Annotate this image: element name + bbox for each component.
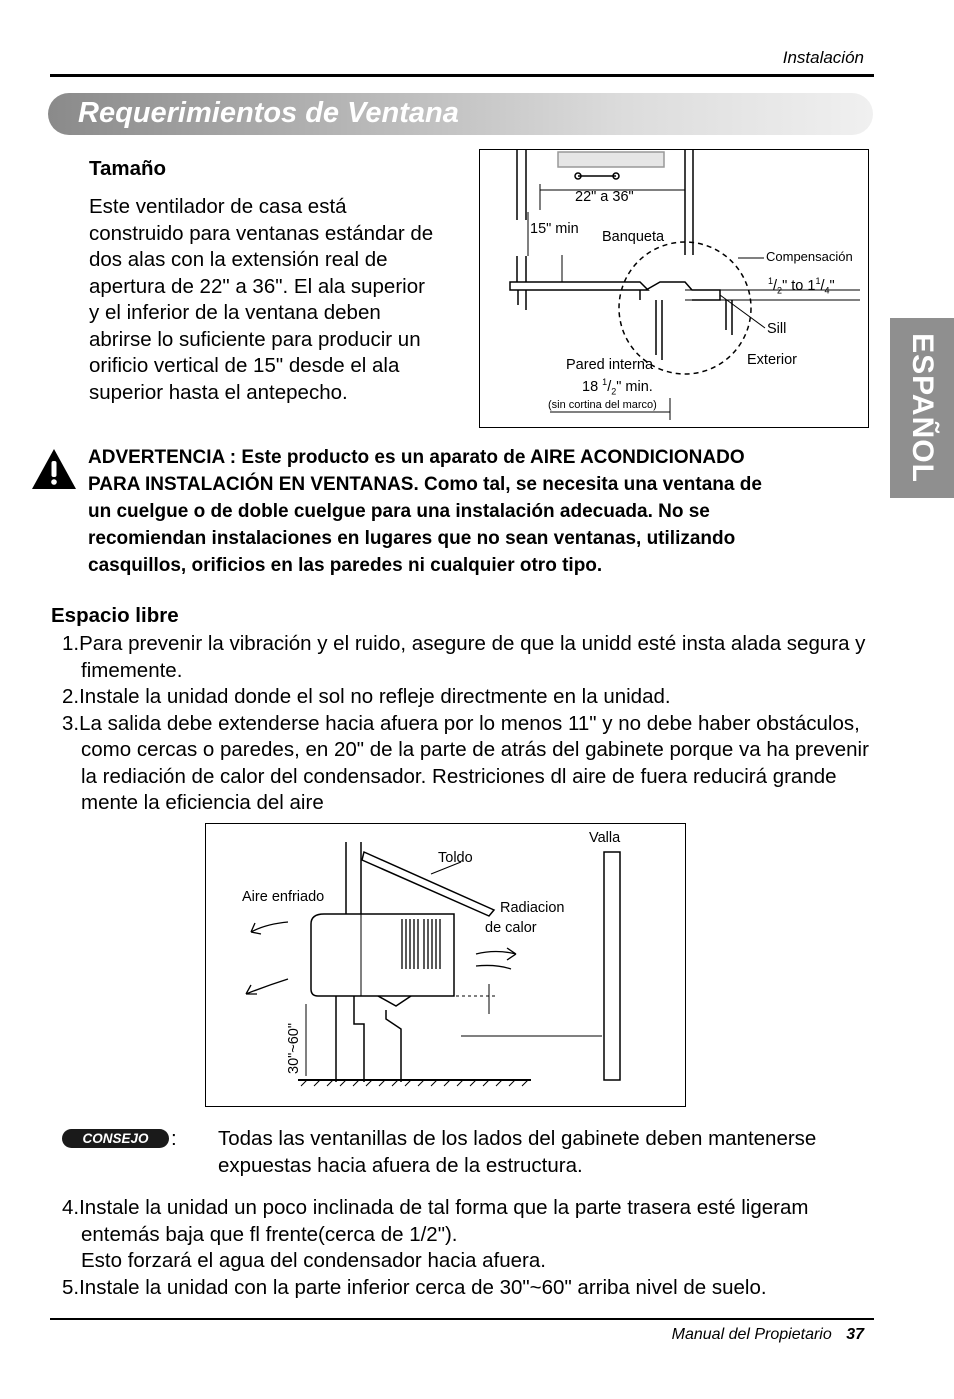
section-header: Instalación <box>782 48 864 67</box>
warning-line: PARA INSTALACIÓN EN VENTANAS. Como tal, se necesita una ventana de <box>88 474 762 495</box>
size-line: dos alas con la extensión real de <box>89 248 388 271</box>
size-line: apertura de 22" a 36". El ala superior <box>89 274 425 298</box>
list-item: 5.Instale la unidad con la parte inferior cerca de 30"~60" arriba nivel de suelo. <box>62 1275 767 1299</box>
toldo-label: Toldo <box>438 850 473 866</box>
warning-line: ADVERTENCIA : Este producto es un aparato de AIRE ACONDICIONADO <box>88 447 745 468</box>
section-banner <box>48 93 873 135</box>
tip-text <box>218 1126 888 1179</box>
unit-clearance-diagram <box>205 823 686 1107</box>
width-range-label: 22" a 36" <box>575 189 634 205</box>
depth-label: 18 $^1/_2$" min. <box>582 377 653 397</box>
valla-label: Valla <box>589 830 621 846</box>
unit-diagram-drawing <box>206 824 685 1106</box>
offset-label: $^1/_2$" to $1^1/_4$" <box>768 276 835 296</box>
banqueta-label: Banqueta <box>602 229 665 245</box>
list-item: 4.Instale la unidad un poco inclinada de tal forma que la parte trasera esté ligeram entemás baja que fl frente(cerca de 1/2"). <box>62 1196 809 1246</box>
size-heading: Tamaño <box>89 157 167 180</box>
warning-line: casquillos, orificios en las paredes ni cualquier otro tipo. <box>88 555 603 576</box>
bottom-rule <box>50 1318 874 1320</box>
size-line: orificio vertical de 15" desde el ala <box>89 354 400 377</box>
top-rule <box>50 74 874 77</box>
radiacion-label: de calor <box>485 920 537 936</box>
footer-text: Manual del Propietario <box>671 1326 832 1343</box>
sill-label: Sill <box>767 321 787 337</box>
warning-text <box>88 444 868 579</box>
clearance-list <box>62 631 882 817</box>
more-list <box>62 1195 882 1301</box>
language-tab-label: ESPAÑOL <box>906 333 939 483</box>
section-title: Requerimientos de Ventana <box>78 97 459 129</box>
window-diagram <box>479 149 869 428</box>
clearance-heading: Espacio libre <box>51 604 179 627</box>
warning-line: un cuelgue o de doble cuelgue para una instalación adecuada. No se <box>88 501 710 522</box>
warning-icon <box>30 447 78 491</box>
size-line: construido para ventanas estándar de <box>89 221 434 245</box>
min-height-label: 15" min <box>530 221 579 237</box>
compensacion-label: Compensación <box>766 249 853 264</box>
exterior-label: Exterior <box>747 352 797 368</box>
pared-label: Pared interna <box>566 357 654 373</box>
warning-line: recomiendan instalaciones en lugares que no sean ventanas, utilizando <box>88 528 736 549</box>
language-tab <box>890 318 954 498</box>
size-paragraph <box>89 194 479 406</box>
tip-colon: : <box>171 1127 177 1150</box>
size-line: Este ventilador de casa está <box>89 195 347 218</box>
aire-label: Aire enfriado <box>242 889 325 905</box>
consejo-badge: CONSEJO <box>62 1129 169 1148</box>
list-item: 3.La salida debe extenderse hacia afuera por lo menos 11" y no debe haber obstáculos, como cercas o paredes, en 20" de la parte de atrás del gabinete porque va ha prevenir la rediación de calor del condensador. Restriciones dl aire de fuera reducirá grande mente la eficiencia del aire <box>62 711 869 814</box>
footer <box>672 1326 864 1344</box>
page-number: 37 <box>846 1326 864 1343</box>
frame-note-label: (sin cortina del marco) <box>548 399 657 411</box>
tip-line: expuestas hacia afuera de la estructura. <box>218 1153 583 1177</box>
radiacion-label: Radiacion <box>500 900 565 916</box>
list-item: 2.Instale la unidad donde el sol no refleje directmente en la unidad. <box>62 685 671 708</box>
list-item: Esto forzará el agua del condensador hacia afuera. <box>81 1249 546 1272</box>
size-line: y el inferior de la ventana deben <box>89 301 381 324</box>
list-item: 1.Para prevenir la vibración y el ruido, asegure de que la unidd esté insta alada segura y fimemente. <box>62 632 866 682</box>
height-label: 30"~60" <box>286 1022 302 1074</box>
size-line: superior hasta el antepecho. <box>89 380 348 404</box>
tip-line: Todas las ventanillas de los lados del gabinete deben mantenerse <box>218 1127 817 1150</box>
size-line: abrirse lo suficiente para producir un <box>89 327 421 351</box>
